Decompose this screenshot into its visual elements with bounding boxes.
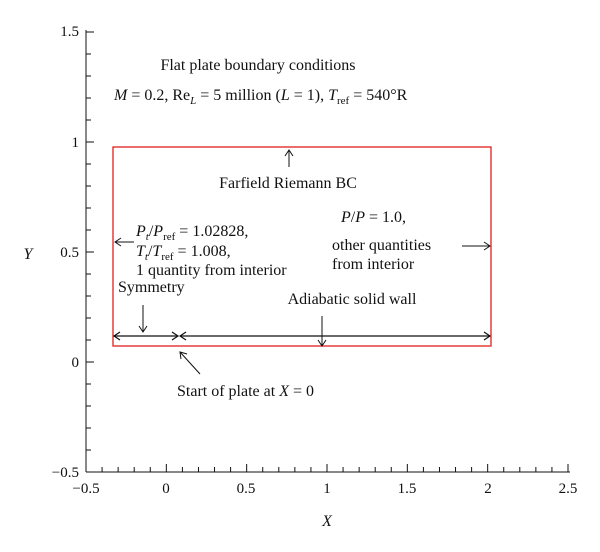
x-axis-ticks [86, 464, 568, 472]
inlet-interior-note: 1 quantity from interior [136, 262, 287, 279]
x-tick-label: −0.5 [72, 481, 100, 497]
plate-start-label: Start of plate at X = 0 [177, 383, 314, 400]
temp-value: = 540°R [349, 87, 408, 104]
x-tick-label: 1 [323, 481, 331, 497]
outlet-other-quantities: other quantities [332, 237, 432, 254]
farfield-label: Farfield Riemann BC [219, 175, 357, 192]
length-symbol: L [280, 87, 290, 104]
y-tick-label: 0 [71, 355, 79, 371]
wall-arrow [318, 316, 326, 346]
x-tick-label: 2.5 [558, 481, 578, 497]
flow-parameters [113, 87, 408, 107]
x-tick-label: 2 [484, 481, 492, 497]
y-tick-label: 0.5 [60, 245, 79, 261]
wall-label: Adiabatic solid wall [287, 291, 417, 308]
re-subscript: L [190, 95, 197, 107]
mach-value: = 0.2, Re [127, 87, 191, 104]
outlet-pressure-ratio: P/P = 1.0, [341, 209, 407, 226]
farfield-arrow [285, 150, 293, 167]
inlet-temperature-ratio: $T_t/T_{ref} = 1.008$, [136, 243, 231, 263]
symmetry-span-arrow [114, 332, 178, 340]
y-tick-label: 1.5 [60, 24, 79, 40]
x-axis-label: X [322, 513, 332, 530]
x-tick-label: 0.5 [236, 481, 256, 497]
outlet-arrow [462, 242, 490, 250]
plate-start-arrow [180, 352, 200, 374]
x-tick-label: 1.5 [397, 481, 417, 497]
mach-symbol: M [114, 87, 128, 104]
outlet-interior-note: from interior [332, 256, 415, 273]
x-tick-label: 0 [162, 481, 170, 497]
y-tick-labels [52, 24, 79, 481]
temp-symbol: T [328, 87, 337, 104]
inlet-arrow [115, 238, 134, 246]
symmetry-label: Symmetry [118, 279, 185, 296]
y-tick-label: −0.5 [51, 465, 79, 481]
inlet-pressure-ratio: $P_t/P_{ref} = 1.02828$, [136, 223, 249, 243]
diagram-title: Flat plate boundary conditions [160, 57, 356, 74]
length-value: = 1), [289, 87, 329, 104]
re-value: = 5 million ( [196, 87, 281, 104]
y-axis-ticks [86, 32, 94, 472]
temp-subscript: ref [337, 95, 350, 107]
wall-span-arrow [180, 332, 490, 340]
y-axis-label: Y [23, 246, 33, 263]
symmetry-arrow [139, 305, 147, 332]
x-tick-labels [72, 481, 577, 497]
y-tick-label: 1 [71, 135, 79, 151]
